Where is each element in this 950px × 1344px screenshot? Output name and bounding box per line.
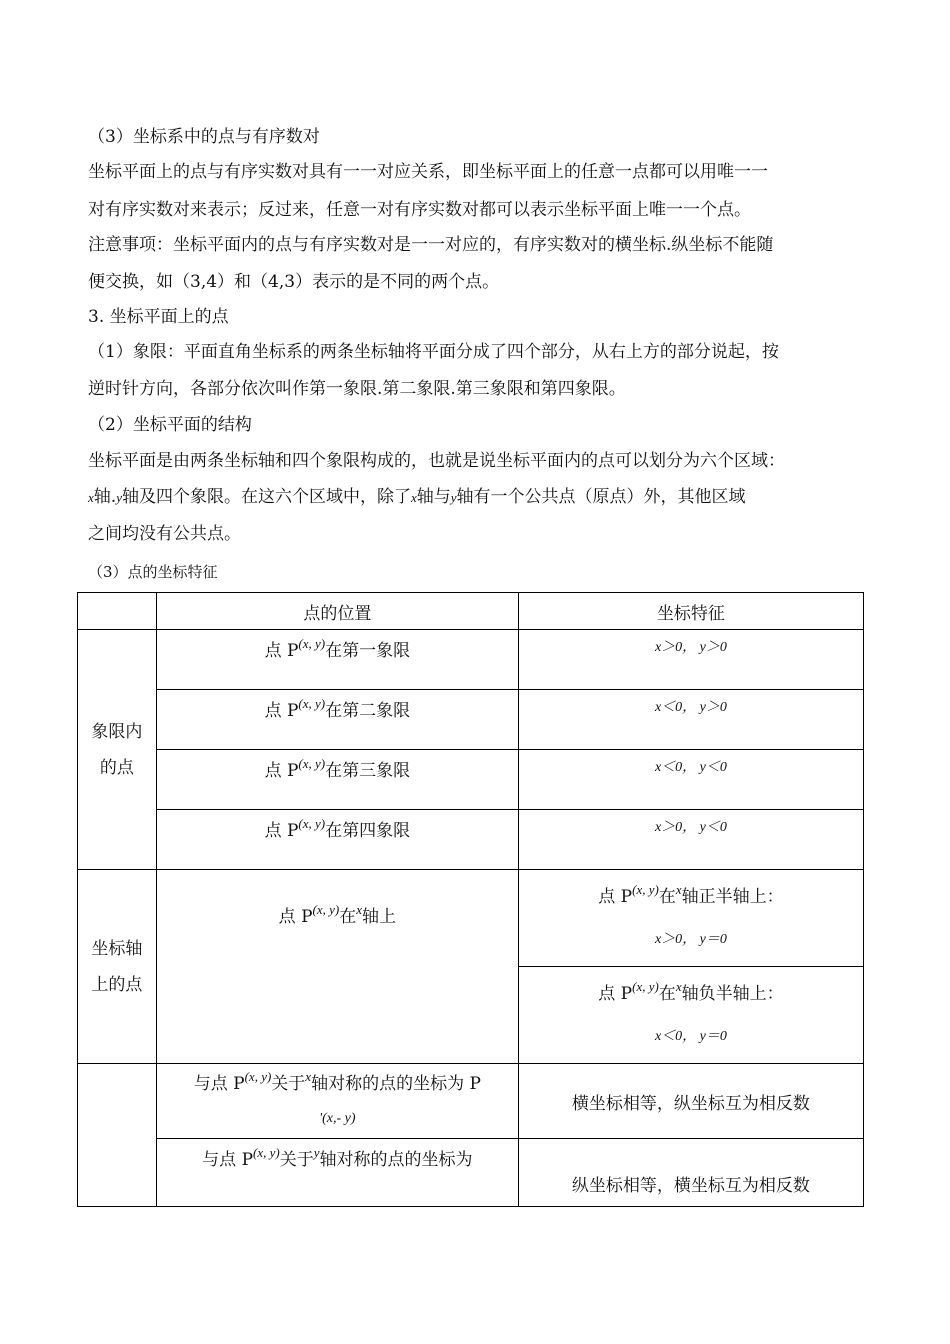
header-position: 点的位置 (156, 593, 518, 630)
table-header-row (78, 593, 864, 630)
cell-positive-axis: 点 P$^{(x, y)}$在$^x$轴正半轴上： x＞0， y＝0 (518, 870, 863, 967)
table-row (78, 870, 864, 967)
cell-f4: x＞0， y＜0 (518, 810, 863, 870)
group-quadrant-label: 象限内 的点 (78, 630, 157, 870)
coordinate-feature-table (77, 592, 864, 1207)
para-structure-1: 坐标平面是由两条坐标轴和四个象限构成的，也就是说坐标平面内的点可以划分为六个区域： (88, 451, 785, 471)
table-row (78, 750, 864, 810)
cell-q2: 点 P$^{(x, y)}$在第二象限 (156, 690, 518, 750)
cell-f3: x＜0， y＜0 (518, 750, 863, 810)
cell-sym-y-feature: 纵坐标相等，横坐标互为相反数 (518, 1139, 863, 1207)
para-quadrant-1: （1）象限：平面直角坐标系的两条坐标轴将平面分成了四个部分，从右上方的部分说起，按 (88, 342, 779, 362)
para-structure-3: 之间均没有公共点。 (88, 524, 241, 544)
group-axis-label: 坐标轴 上的点 (78, 870, 157, 1064)
para-quadrant-2: 逆时针方向，各部分依次叫作第一象限.第二象限.第三象限和第四象限。 (88, 379, 626, 399)
cell-q4: 点 P$^{(x, y)}$在第四象限 (156, 810, 518, 870)
cell-sym-x-feature: 横坐标相等，纵坐标互为相反数 (518, 1064, 863, 1139)
table-row (78, 630, 864, 690)
cell-q1: 点 P$^{(x, y)}$在第一象限 (156, 630, 518, 690)
para-correspondence-2: 对有序实数对来表示；反过来，任意一对有序实数对都可以表示坐标平面上唯一一个点。 (88, 200, 751, 220)
table-row (78, 1064, 864, 1139)
para-heading-3: （3）坐标系中的点与有序数对 (88, 127, 320, 147)
para-structure-2: x轴.y轴及四个象限。在这六个区域中，除了x轴与y轴有一个公共点（原点）外，其他区域 (88, 487, 746, 507)
cell-on-x-axis: 点 P$^{(x, y)}$在$^x$轴上 (156, 870, 518, 1064)
para-correspondence-1: 坐标平面上的点与有序实数对具有一一对应关系，即坐标平面上的任意一点都可以用唯一一 (88, 162, 768, 182)
para-note-2: 便交换，如（3,4）和（4,3）表示的是不同的两个点。 (88, 272, 500, 292)
header-blank (78, 593, 157, 630)
para-note-1: 注意事项：坐标平面内的点与有序实数对是一一对应的，有序实数对的横坐标.纵坐标不能随 (88, 235, 774, 255)
cell-negative-axis: 点 P$^{(x, y)}$在$^x$轴负半轴上： x＜0， y＝0 (518, 967, 863, 1064)
cell-sym-x: 与点 P$^{(x, y)}$关于$^x$轴对称的点的坐标为 P '(x,- y) (156, 1064, 518, 1139)
group-symmetry-label (78, 1064, 157, 1207)
cell-sym-y: 与点 P$^{(x, y)}$关于$^y$轴对称的点的坐标为 (156, 1139, 518, 1207)
para-structure-heading: （2）坐标平面的结构 (88, 415, 252, 435)
cell-q3: 点 P$^{(x, y)}$在第三象限 (156, 750, 518, 810)
table-row (78, 690, 864, 750)
table-row (78, 810, 864, 870)
para-feature-heading: （3）点的坐标特征 (88, 563, 218, 581)
cell-f2: x＜0， y＞0 (518, 690, 863, 750)
section-heading: 3. 坐标平面上的点 (88, 307, 229, 327)
header-feature: 坐标特征 (518, 593, 863, 630)
table-row (78, 1139, 864, 1207)
cell-f1: x＞0， y＞0 (518, 630, 863, 690)
